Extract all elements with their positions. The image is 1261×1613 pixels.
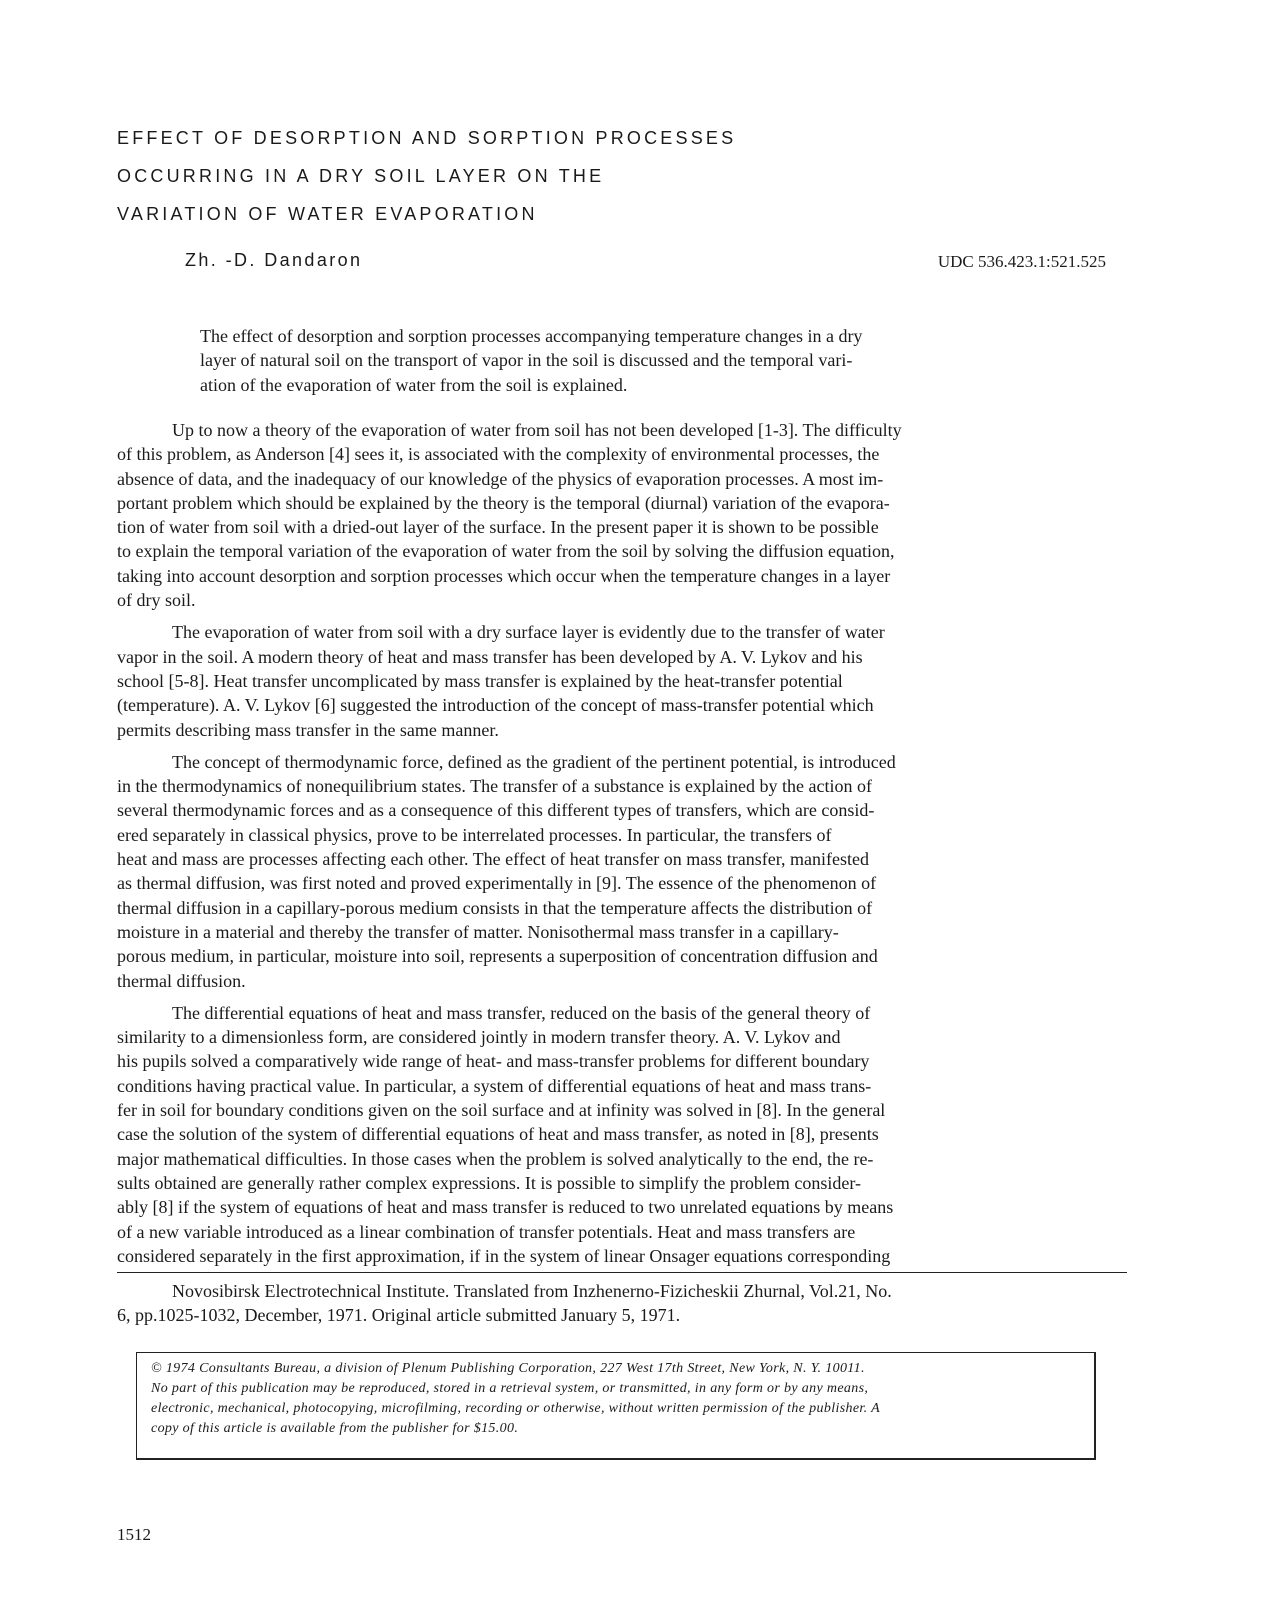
title-line-2: OCCURRING IN A DRY SOIL LAYER ON THE [117, 166, 605, 186]
abstract [200, 324, 1080, 397]
text-line: ered separately in classical physics, prove to be interrelated processes. In particular, the transfers of [117, 824, 832, 845]
paragraph-4 [117, 1001, 1127, 1268]
text-line: conditions having practical value. In particular, a system of differential equations of heat and mass trans- [117, 1075, 872, 1096]
text-line: porous medium, in particular, moisture into soil, represents a superposition of concentration diffusion and [117, 946, 878, 967]
text-line: of this problem, as Anderson [4] sees it, is associated with the complexity of environmental processes, the [117, 444, 880, 465]
text-line: thermal diffusion. [117, 970, 246, 991]
text-line: vapor in the soil. A modern theory of heat and mass transfer has been developed by A. V. Lykov and his [117, 646, 863, 667]
text-line: similarity to a dimensionless form, are considered jointly in modern transfer theory. A. V. Lykov and [117, 1027, 841, 1048]
title-line-1: EFFECT OF DESORPTION AND SORPTION PROCESSES [117, 128, 737, 148]
text-line: fer in soil for boundary conditions given on the soil surface and at infinity was solved in [8]. In the general [117, 1100, 886, 1121]
copyright-line: copy of this article is available from the publisher for $15.00. [151, 1421, 519, 1436]
text-line: considered separately in the first approximation, if in the system of linear Onsager equations corresponding [117, 1245, 891, 1266]
text-line: of dry soil. [117, 590, 196, 611]
text-line: case the solution of the system of differential equations of heat and mass transfer, as noted in [8], presents [117, 1124, 879, 1145]
text-line: portant problem which should be explained by the theory is the temporal (diurnal) variation of the evapora- [117, 492, 890, 513]
abstract-line: ation of the evaporation of water from the soil is explained. [200, 374, 628, 395]
article-title [117, 128, 917, 242]
title-line-3: VARIATION OF WATER EVAPORATION [117, 204, 538, 224]
text-line: taking into account desorption and sorption processes which occur when the temperature changes in a layer [117, 565, 891, 586]
paragraph-1 [117, 418, 1127, 612]
footnote-divider [117, 1272, 1127, 1273]
paragraph-3 [117, 750, 1127, 993]
text-line: absence of data, and the inadequacy of our knowledge of the physics of evaporation processes. A most im- [117, 468, 884, 489]
text-line: The differential equations of heat and mass transfer, reduced on the basis of the general theory of [172, 1002, 871, 1023]
abstract-line: layer of natural soil on the transport of vapor in the soil is discussed and the temporal vari- [200, 350, 853, 371]
footnote-line: 6, pp.1025-1032, December, 1971. Original article submitted January 5, 1971. [117, 1305, 681, 1325]
abstract-line: The effect of desorption and sorption processes accompanying temperature changes in a dry [200, 326, 863, 346]
text-line: thermal diffusion in a capillary-porous medium consists in that the temperature affects the distribution of [117, 897, 873, 918]
text-line: ably [8] if the system of equations of heat and mass transfer is reduced to two unrelated equations by means [117, 1197, 894, 1218]
footnote [117, 1279, 1127, 1327]
text-line: to explain the temporal variation of the evaporation of water from the soil by solving the diffusion equation, [117, 541, 895, 562]
copyright-line: © 1974 Consultants Bureau, a division of Plenum Publishing Corporation, 227 West 17th Street, New York, N. Y. 10011. [151, 1361, 865, 1376]
text-line: of a new variable introduced as a linear combination of transfer potentials. Heat and mass transfers are [117, 1221, 856, 1242]
udc-code: UDC 536.423.1:521.525 [937, 252, 1106, 271]
text-line: Up to now a theory of the evaporation of water from soil has not been developed [1-3]. The difficulty [172, 420, 902, 440]
text-line: in the thermodynamics of nonequilibrium states. The transfer of a substance is explained by the action of [117, 776, 872, 797]
text-line: The evaporation of water from soil with a dry surface layer is evidently due to the transfer of water [172, 622, 885, 643]
text-line: school [5-8]. Heat transfer uncomplicated by mass transfer is explained by the heat-transfer potential [117, 670, 843, 691]
text-line: tion of water from soil with a dried-out layer of the surface. In the present paper it is shown to be possible [117, 517, 879, 538]
text-line: permits describing mass transfer in the same manner. [117, 719, 499, 740]
paragraph-2 [117, 620, 1127, 741]
text-line: moisture in a material and thereby the transfer of matter. Nonisothermal mass transfer in a capillary- [117, 921, 839, 942]
body-text [117, 418, 1127, 1276]
text-line: major mathematical difficulties. In those cases when the problem is solved analytically to the end, the re- [117, 1148, 874, 1169]
copyright-line: No part of this publication may be reproduced, stored in a retrieval system, or transmitted, in any form or by any means, [151, 1381, 869, 1396]
author-name: Zh. -D. Dandaron [185, 250, 363, 270]
copyright-notice [136, 1352, 1096, 1460]
text-line: his pupils solved a comparatively wide range of heat- and mass-transfer problems for different boundary [117, 1051, 870, 1072]
page-number: 1512 [117, 1525, 151, 1544]
text-line: several thermodynamic forces and as a consequence of this different types of transfers, which are consid- [117, 800, 875, 821]
text-line: as thermal diffusion, was first noted and proved experimentally in [9]. The essence of the phenomenon of [117, 873, 877, 894]
copyright-line: electronic, mechanical, photocopying, microfilming, recording or otherwise, without written permission of the publisher. A [151, 1401, 881, 1416]
text-line: (temperature). A. V. Lykov [6] suggested the introduction of the concept of mass-transfer potential which [117, 695, 874, 716]
text-line: sults obtained are generally rather complex expressions. It is possible to simplify the problem consider- [117, 1172, 861, 1193]
text-line: The concept of thermodynamic force, defined as the gradient of the pertinent potential, is introduced [172, 751, 896, 772]
footnote-line: Novosibirsk Electrotechnical Institute. Translated from Inzhenerno-Fizicheskii Zhurnal, Vol.21, No. [172, 1281, 892, 1301]
text-line: heat and mass are processes affecting each other. The effect of heat transfer on mass transfer, manifested [117, 849, 869, 870]
